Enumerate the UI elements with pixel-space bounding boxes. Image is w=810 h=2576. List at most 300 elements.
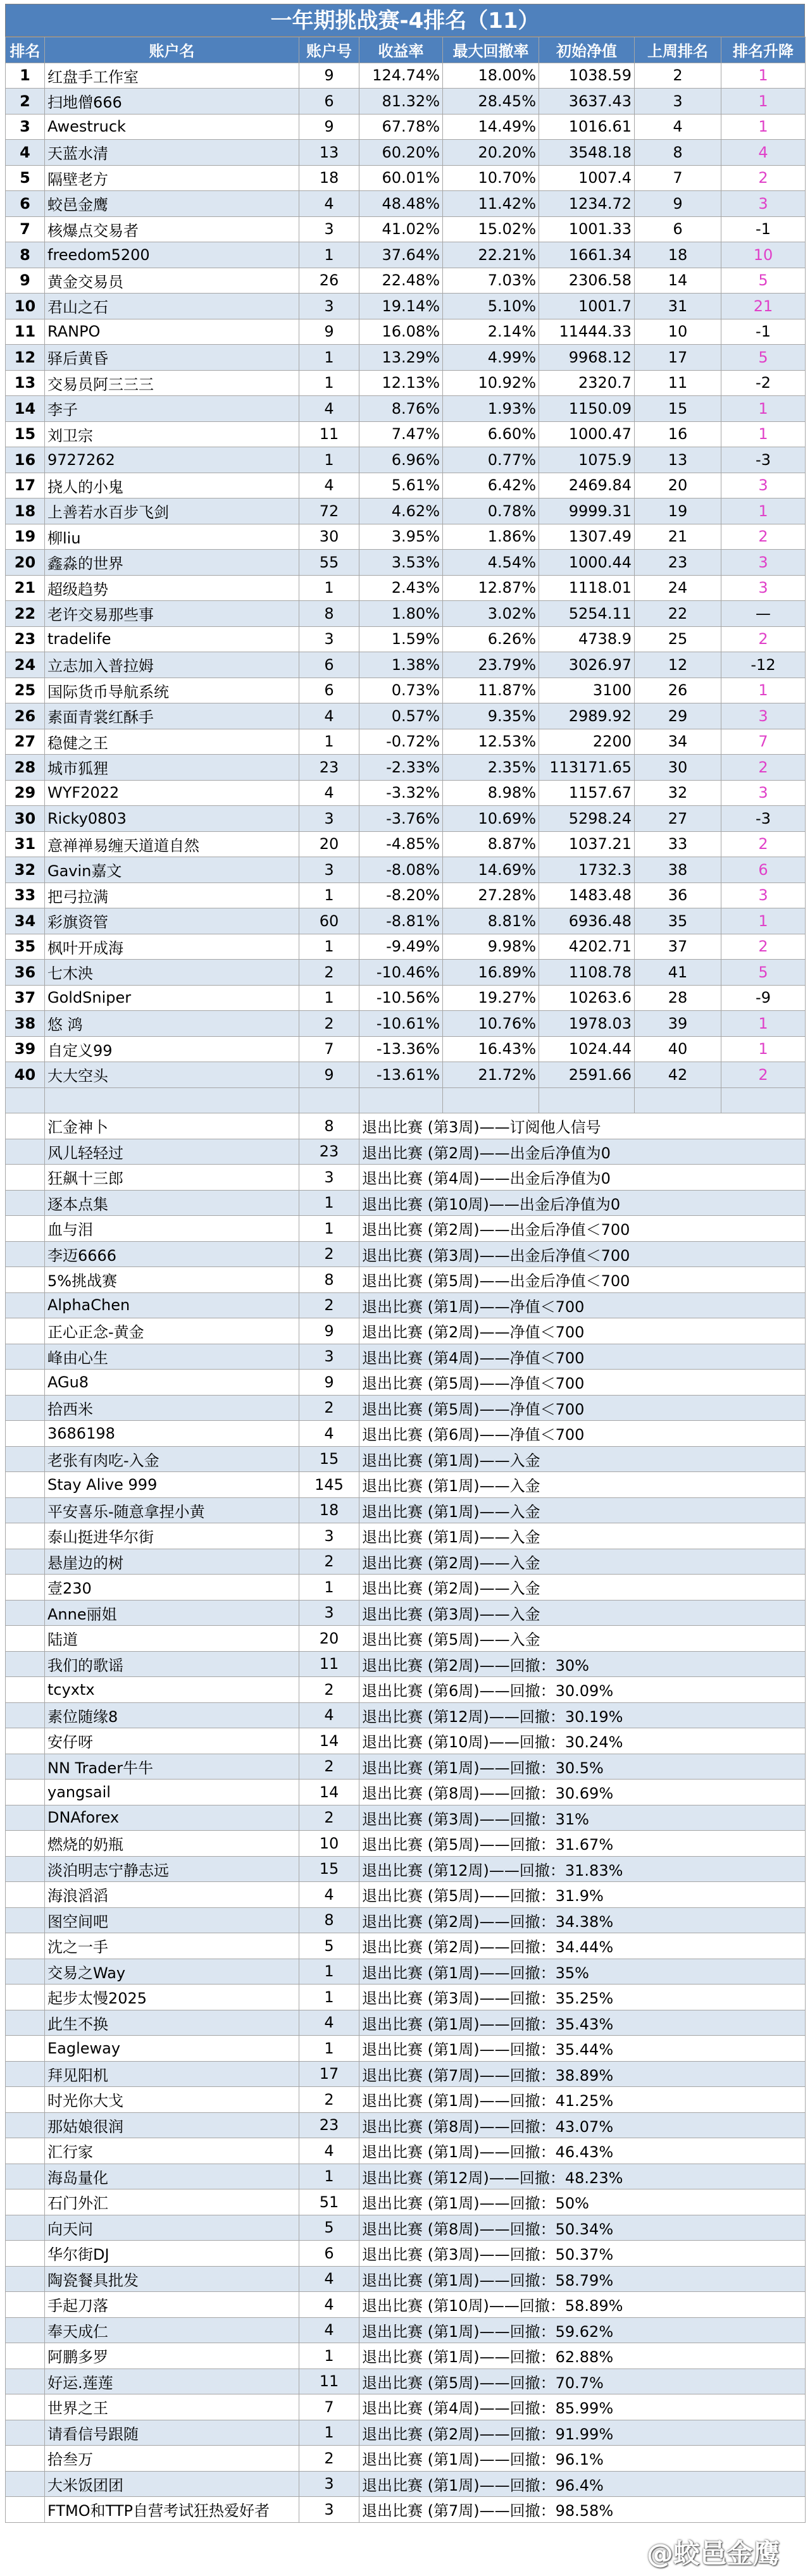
cell-return: 2.43% xyxy=(359,575,443,601)
cell-max-drawdown: 14.69% xyxy=(443,857,539,883)
cell-account-name: Stay Alive 999 xyxy=(45,1472,299,1498)
cell-return: 4.62% xyxy=(359,498,443,524)
cell-account-no: 2 xyxy=(299,1549,359,1575)
cell-exit-note: 退出比赛 (第1周)——回撤：59.62% xyxy=(359,2317,806,2343)
cell-account-name: 鑫淼的世界 xyxy=(45,550,299,576)
cell-account-name: NN Trader牛牛 xyxy=(45,1754,299,1780)
cell-empty xyxy=(6,2241,45,2267)
cell-empty xyxy=(6,2394,45,2420)
cell-exit-note: 退出比赛 (第1周)——入金 xyxy=(359,1523,806,1549)
cell-account-no: 1 xyxy=(299,934,359,960)
cell-rank-change: 10 xyxy=(721,242,806,268)
cell-empty xyxy=(6,1395,45,1421)
table-row xyxy=(6,755,806,781)
cell-account-name: FTMO和TTP自营考试狂热爱好者 xyxy=(45,2497,299,2523)
cell-max-drawdown: 12.53% xyxy=(443,729,539,755)
cell-rank: 13 xyxy=(6,370,45,396)
table-row xyxy=(6,806,806,832)
cell-account-no: 3 xyxy=(299,1523,359,1549)
cell-account-no: 9 xyxy=(299,1318,359,1344)
exit-row xyxy=(6,2369,806,2394)
cell-exit-note: 退出比赛 (第2周)——入金 xyxy=(359,1575,806,1601)
cell-last-week-rank: 18 xyxy=(635,242,721,268)
separator-cell xyxy=(359,1087,443,1113)
cell-account-no: 23 xyxy=(299,1139,359,1165)
cell-account-name: 起步太慢2025 xyxy=(45,1985,299,2010)
exit-row xyxy=(6,1292,806,1318)
cell-account-name: 大大空头 xyxy=(45,1062,299,1088)
cell-initial-nav: 5254.11 xyxy=(539,601,635,627)
cell-account-name: Awestruck xyxy=(45,114,299,140)
cell-exit-note: 退出比赛 (第3周)——回撤：35.25% xyxy=(359,1985,806,2010)
cell-initial-nav: 1037.21 xyxy=(539,831,635,857)
cell-account-name: AlphaChen xyxy=(45,1292,299,1318)
cell-empty xyxy=(6,1113,45,1139)
cell-account-no: 8 xyxy=(299,1907,359,1933)
cell-account-no: 1 xyxy=(299,575,359,601)
cell-exit-note: 退出比赛 (第3周)——订阅他人信号 xyxy=(359,1113,806,1139)
cell-account-name: 红盘手工作室 xyxy=(45,63,299,89)
table-row xyxy=(6,268,806,294)
cell-account-name: 悬崖边的树 xyxy=(45,1549,299,1575)
exit-row xyxy=(6,1318,806,1344)
cell-initial-nav: 4202.71 xyxy=(539,934,635,960)
cell-empty xyxy=(6,1933,45,1959)
table-row xyxy=(6,242,806,268)
cell-initial-nav: 2989.92 xyxy=(539,703,635,729)
cell-account-no: 6 xyxy=(299,89,359,115)
exit-row xyxy=(6,1370,806,1396)
cell-return: 3.95% xyxy=(359,524,443,550)
cell-account-no: 13 xyxy=(299,140,359,166)
cell-account-no: 2 xyxy=(299,2087,359,2113)
cell-exit-note: 退出比赛 (第1周)——回撤：58.79% xyxy=(359,2266,806,2292)
cell-empty xyxy=(6,1831,45,1857)
cell-initial-nav: 3548.18 xyxy=(539,140,635,166)
cell-account-name: 风儿轻轻过 xyxy=(45,1139,299,1165)
separator-cell xyxy=(539,1087,635,1113)
exit-row xyxy=(6,1190,806,1216)
cell-last-week-rank: 27 xyxy=(635,806,721,832)
cell-initial-nav: 2306.58 xyxy=(539,268,635,294)
cell-empty xyxy=(6,1190,45,1216)
exit-row xyxy=(6,2010,806,2036)
cell-account-no: 1 xyxy=(299,1216,359,1242)
cell-max-drawdown: 6.60% xyxy=(443,421,539,447)
cell-last-week-rank: 40 xyxy=(635,1036,721,1062)
exit-row xyxy=(6,1421,806,1447)
cell-empty xyxy=(6,1677,45,1703)
exit-row xyxy=(6,1549,806,1575)
cell-rank: 35 xyxy=(6,934,45,960)
cell-max-drawdown: 8.87% xyxy=(443,831,539,857)
cell-last-week-rank: 24 xyxy=(635,575,721,601)
cell-account-no: 55 xyxy=(299,550,359,576)
cell-account-no: 1 xyxy=(299,882,359,908)
cell-rank-change: 1 xyxy=(721,498,806,524)
cell-empty xyxy=(6,2420,45,2446)
cell-rank: 37 xyxy=(6,985,45,1011)
cell-account-name: 交易之Way xyxy=(45,1959,299,1985)
cell-empty xyxy=(6,1549,45,1575)
cell-account-name: freedom5200 xyxy=(45,242,299,268)
exit-body xyxy=(6,1087,806,2522)
cell-account-name: 素面青裳红酥手 xyxy=(45,703,299,729)
cell-last-week-rank: 32 xyxy=(635,780,721,806)
sheet-title: 一年期挑战赛-4排名（11） xyxy=(5,4,805,37)
cell-max-drawdown: 21.72% xyxy=(443,1062,539,1088)
cell-account-no: 23 xyxy=(299,755,359,781)
cell-rank: 5 xyxy=(6,165,45,191)
cell-rank: 27 xyxy=(6,729,45,755)
cell-exit-note: 退出比赛 (第3周)——入金 xyxy=(359,1600,806,1626)
cell-exit-note: 退出比赛 (第3周)——出金后净值＜700 xyxy=(359,1241,806,1267)
cell-return: 0.57% xyxy=(359,703,443,729)
table-row xyxy=(6,114,806,140)
cell-account-no: 72 xyxy=(299,498,359,524)
cell-empty xyxy=(6,2061,45,2087)
cell-empty xyxy=(6,1446,45,1472)
cell-account-no: 145 xyxy=(299,1472,359,1498)
cell-account-no: 11 xyxy=(299,2369,359,2394)
cell-rank-change: 2 xyxy=(721,1062,806,1088)
cell-account-name: 手起刀落 xyxy=(45,2292,299,2318)
cell-account-name: 蛟邑金鹰 xyxy=(45,191,299,217)
cell-exit-note: 退出比赛 (第2周)——出金后净值为0 xyxy=(359,1139,806,1165)
cell-last-week-rank: 39 xyxy=(635,1011,721,1037)
cell-initial-nav: 1150.09 xyxy=(539,396,635,422)
separator-cell xyxy=(6,1087,45,1113)
cell-return: 8.76% xyxy=(359,396,443,422)
cell-rank: 38 xyxy=(6,1011,45,1037)
cell-return: 12.13% xyxy=(359,370,443,396)
cell-rank: 25 xyxy=(6,678,45,703)
cell-initial-nav: 11444.33 xyxy=(539,319,635,345)
table-row xyxy=(6,89,806,115)
cell-rank: 18 xyxy=(6,498,45,524)
cell-initial-nav: 6936.48 xyxy=(539,908,635,934)
cell-rank-change: — xyxy=(721,601,806,627)
separator-cell xyxy=(635,1087,721,1113)
cell-account-no: 15 xyxy=(299,1446,359,1472)
cell-initial-nav: 1038.59 xyxy=(539,63,635,89)
cell-return: 81.32% xyxy=(359,89,443,115)
cell-empty xyxy=(6,2036,45,2062)
exit-row xyxy=(6,1805,806,1831)
cell-initial-nav: 1234.72 xyxy=(539,191,635,217)
exit-row xyxy=(6,2497,806,2523)
exit-row xyxy=(6,1651,806,1677)
cell-max-drawdown: 28.45% xyxy=(443,89,539,115)
cell-rank: 1 xyxy=(6,63,45,89)
cell-account-name: 拜见阳机 xyxy=(45,2061,299,2087)
cell-account-name: 血与泪 xyxy=(45,1216,299,1242)
cell-account-no: 4 xyxy=(299,1882,359,1908)
cell-empty xyxy=(6,2215,45,2241)
separator-cell xyxy=(45,1087,299,1113)
cell-exit-note: 退出比赛 (第5周)——出金后净值＜700 xyxy=(359,1267,806,1293)
col-header-rank-change: 排名升降 xyxy=(721,37,806,63)
exit-row xyxy=(6,1959,806,1985)
cell-initial-nav: 1007.4 xyxy=(539,165,635,191)
cell-rank-change: 2 xyxy=(721,934,806,960)
cell-last-week-rank: 28 xyxy=(635,985,721,1011)
cell-rank-change: 5 xyxy=(721,960,806,986)
table-row xyxy=(6,652,806,678)
cell-rank: 11 xyxy=(6,319,45,345)
table-row xyxy=(6,1011,806,1037)
cell-last-week-rank: 25 xyxy=(635,626,721,652)
cell-exit-note: 退出比赛 (第10周)——回撤：30.24% xyxy=(359,1728,806,1754)
cell-rank-change: -12 xyxy=(721,652,806,678)
ranking-table xyxy=(5,37,806,2523)
cell-account-name: AGu8 xyxy=(45,1370,299,1396)
cell-max-drawdown: 27.28% xyxy=(443,882,539,908)
col-header-return: 收益率 xyxy=(359,37,443,63)
cell-last-week-rank: 7 xyxy=(635,165,721,191)
cell-account-no: 3 xyxy=(299,2471,359,2497)
cell-account-name: 图空间吧 xyxy=(45,1907,299,1933)
cell-rank: 14 xyxy=(6,396,45,422)
cell-rank: 3 xyxy=(6,114,45,140)
cell-rank-change: 1 xyxy=(721,678,806,703)
cell-exit-note: 退出比赛 (第12周)——回撤：30.19% xyxy=(359,1702,806,1728)
cell-account-no: 1 xyxy=(299,242,359,268)
cell-account-no: 9 xyxy=(299,114,359,140)
cell-account-name: 超级趋势 xyxy=(45,575,299,601)
cell-return: -0.72% xyxy=(359,729,443,755)
cell-empty xyxy=(6,1626,45,1652)
cell-rank: 12 xyxy=(6,345,45,371)
cell-return: -8.81% xyxy=(359,908,443,934)
cell-initial-nav: 1157.67 xyxy=(539,780,635,806)
cell-last-week-rank: 22 xyxy=(635,601,721,627)
exit-row xyxy=(6,2189,806,2215)
cell-exit-note: 退出比赛 (第8周)——回撤：50.34% xyxy=(359,2215,806,2241)
cell-rank-change: -3 xyxy=(721,447,806,473)
cell-exit-note: 退出比赛 (第8周)——回撤：43.07% xyxy=(359,2112,806,2138)
cell-return: 22.48% xyxy=(359,268,443,294)
cell-account-name: 此生不换 xyxy=(45,2010,299,2036)
cell-empty xyxy=(6,2343,45,2369)
cell-account-name: 正心正念-黄金 xyxy=(45,1318,299,1344)
cell-empty xyxy=(6,1139,45,1165)
cell-last-week-rank: 36 xyxy=(635,882,721,908)
table-row xyxy=(6,985,806,1011)
cell-return: 0.73% xyxy=(359,678,443,703)
cell-rank: 24 xyxy=(6,652,45,678)
col-header-initial-nav: 初始净值 xyxy=(539,37,635,63)
cell-account-name: 燃烧的奶瓶 xyxy=(45,1831,299,1857)
cell-account-no: 15 xyxy=(299,1856,359,1882)
cell-account-name: Gavin嘉文 xyxy=(45,857,299,883)
cell-exit-note: 退出比赛 (第5周)——回撤：31.67% xyxy=(359,1831,806,1857)
cell-max-drawdown: 6.42% xyxy=(443,473,539,498)
cell-empty xyxy=(6,1267,45,1293)
cell-last-week-rank: 33 xyxy=(635,831,721,857)
cell-max-drawdown: 16.43% xyxy=(443,1036,539,1062)
cell-return: -3.76% xyxy=(359,806,443,832)
cell-return: 48.48% xyxy=(359,191,443,217)
cell-account-no: 4 xyxy=(299,2010,359,2036)
cell-exit-note: 退出比赛 (第12周)——回撤：31.83% xyxy=(359,1856,806,1882)
cell-exit-note: 退出比赛 (第3周)——回撤：31% xyxy=(359,1805,806,1831)
cell-return: -8.20% xyxy=(359,882,443,908)
cell-account-no: 4 xyxy=(299,2266,359,2292)
cell-return: 1.59% xyxy=(359,626,443,652)
cell-account-no: 26 xyxy=(299,268,359,294)
cell-account-name: 素位随缘8 xyxy=(45,1702,299,1728)
cell-rank-change: 1 xyxy=(721,1036,806,1062)
table-row xyxy=(6,370,806,396)
table-row xyxy=(6,319,806,345)
cell-initial-nav: 1000.44 xyxy=(539,550,635,576)
cell-max-drawdown: 10.70% xyxy=(443,165,539,191)
table-row xyxy=(6,703,806,729)
cell-account-name: 李子 xyxy=(45,396,299,422)
table-row xyxy=(6,550,806,576)
cell-empty xyxy=(6,2471,45,2497)
exit-row xyxy=(6,1856,806,1882)
cell-exit-note: 退出比赛 (第1周)——入金 xyxy=(359,1497,806,1523)
cell-account-name: 峰由心生 xyxy=(45,1344,299,1370)
exit-row xyxy=(6,1216,806,1242)
cell-last-week-rank: 14 xyxy=(635,268,721,294)
cell-max-drawdown: 20.20% xyxy=(443,140,539,166)
cell-exit-note: 退出比赛 (第10周)——出金后净值为0 xyxy=(359,1190,806,1216)
exit-row xyxy=(6,2343,806,2369)
exit-row xyxy=(6,2420,806,2446)
cell-last-week-rank: 16 xyxy=(635,421,721,447)
cell-exit-note: 退出比赛 (第5周)——回撤：31.9% xyxy=(359,1882,806,1908)
cell-return: 1.38% xyxy=(359,652,443,678)
cell-empty xyxy=(6,2369,45,2394)
exit-row xyxy=(6,1344,806,1370)
cell-rank-change: 6 xyxy=(721,857,806,883)
cell-rank: 34 xyxy=(6,908,45,934)
exit-row xyxy=(6,2164,806,2189)
cell-max-drawdown: 3.02% xyxy=(443,601,539,627)
cell-account-name: 意禅禅易缠天道道自然 xyxy=(45,831,299,857)
cell-initial-nav: 9968.12 xyxy=(539,345,635,371)
cell-rank-change: 2 xyxy=(721,831,806,857)
exit-row xyxy=(6,1882,806,1908)
cell-empty xyxy=(6,1165,45,1191)
exit-row xyxy=(6,1523,806,1549)
table-row xyxy=(6,857,806,883)
cell-rank-change: 1 xyxy=(721,421,806,447)
cell-account-name: Ricky0803 xyxy=(45,806,299,832)
cell-max-drawdown: 9.35% xyxy=(443,703,539,729)
cell-max-drawdown: 23.79% xyxy=(443,652,539,678)
cell-account-no: 5 xyxy=(299,1933,359,1959)
cell-empty xyxy=(6,1523,45,1549)
cell-account-name: 君山之石 xyxy=(45,294,299,319)
cell-initial-nav: 2320.7 xyxy=(539,370,635,396)
cell-account-no: 9 xyxy=(299,63,359,89)
cell-account-name: 交易员阿三三三 xyxy=(45,370,299,396)
col-header-max-drawdown: 最大回撤率 xyxy=(443,37,539,63)
cell-last-week-rank: 35 xyxy=(635,908,721,934)
cell-account-no: 4 xyxy=(299,780,359,806)
cell-exit-note: 退出比赛 (第1周)——回撤：96.4% xyxy=(359,2471,806,2497)
cell-initial-nav: 113171.65 xyxy=(539,755,635,781)
cell-empty xyxy=(6,2497,45,2523)
cell-rank-change: 7 xyxy=(721,729,806,755)
cell-rank: 23 xyxy=(6,626,45,652)
cell-rank: 17 xyxy=(6,473,45,498)
cell-max-drawdown: 22.21% xyxy=(443,242,539,268)
cell-last-week-rank: 41 xyxy=(635,960,721,986)
exit-row xyxy=(6,1677,806,1703)
table-row xyxy=(6,216,806,242)
cell-account-name: 隔壁老方 xyxy=(45,165,299,191)
table-row xyxy=(6,498,806,524)
cell-empty xyxy=(6,1370,45,1396)
exit-row xyxy=(6,1780,806,1805)
cell-account-no: 9 xyxy=(299,1062,359,1088)
cell-return: 60.01% xyxy=(359,165,443,191)
cell-last-week-rank: 2 xyxy=(635,63,721,89)
cell-rank: 28 xyxy=(6,755,45,781)
table-row xyxy=(6,447,806,473)
cell-account-no: 2 xyxy=(299,1805,359,1831)
cell-exit-note: 退出比赛 (第5周)——回撤：70.7% xyxy=(359,2369,806,2394)
cell-empty xyxy=(6,1344,45,1370)
cell-empty xyxy=(6,2138,45,2164)
cell-account-name: 老张有肉吃-入金 xyxy=(45,1446,299,1472)
exit-row xyxy=(6,2215,806,2241)
cell-account-name: DNAforex xyxy=(45,1805,299,1831)
cell-account-no: 4 xyxy=(299,2138,359,2164)
cell-initial-nav: 2591.66 xyxy=(539,1062,635,1088)
cell-last-week-rank: 17 xyxy=(635,345,721,371)
cell-exit-note: 退出比赛 (第7周)——回撤：98.58% xyxy=(359,2497,806,2523)
cell-account-name: 核爆点交易者 xyxy=(45,216,299,242)
cell-empty xyxy=(6,1600,45,1626)
exit-row xyxy=(6,1754,806,1780)
exit-row xyxy=(6,1907,806,1933)
cell-empty xyxy=(6,1702,45,1728)
cell-rank-change: 3 xyxy=(721,575,806,601)
cell-max-drawdown: 1.93% xyxy=(443,396,539,422)
exit-row xyxy=(6,1497,806,1523)
cell-max-drawdown: 4.54% xyxy=(443,550,539,576)
cell-account-name: 七木泱 xyxy=(45,960,299,986)
cell-max-drawdown: 9.98% xyxy=(443,934,539,960)
watermark: @蛟邑金鹰 xyxy=(646,2538,780,2569)
cell-max-drawdown: 0.77% xyxy=(443,447,539,473)
cell-account-name: 挠人的小鬼 xyxy=(45,473,299,498)
cell-initial-nav: 3637.43 xyxy=(539,89,635,115)
cell-rank: 33 xyxy=(6,882,45,908)
cell-account-name: WYF2022 xyxy=(45,780,299,806)
cell-last-week-rank: 12 xyxy=(635,652,721,678)
cell-exit-note: 退出比赛 (第4周)——回撤：85.99% xyxy=(359,2394,806,2420)
cell-rank-change: 1 xyxy=(721,63,806,89)
cell-account-no: 1 xyxy=(299,2036,359,2062)
cell-account-no: 3 xyxy=(299,1165,359,1191)
cell-rank: 31 xyxy=(6,831,45,857)
cell-rank-change: -3 xyxy=(721,806,806,832)
cell-account-no: 4 xyxy=(299,1421,359,1447)
cell-rank: 29 xyxy=(6,780,45,806)
cell-max-drawdown: 16.89% xyxy=(443,960,539,986)
cell-rank: 19 xyxy=(6,524,45,550)
cell-empty xyxy=(6,2446,45,2472)
cell-return: -4.85% xyxy=(359,831,443,857)
cell-account-no: 1 xyxy=(299,985,359,1011)
